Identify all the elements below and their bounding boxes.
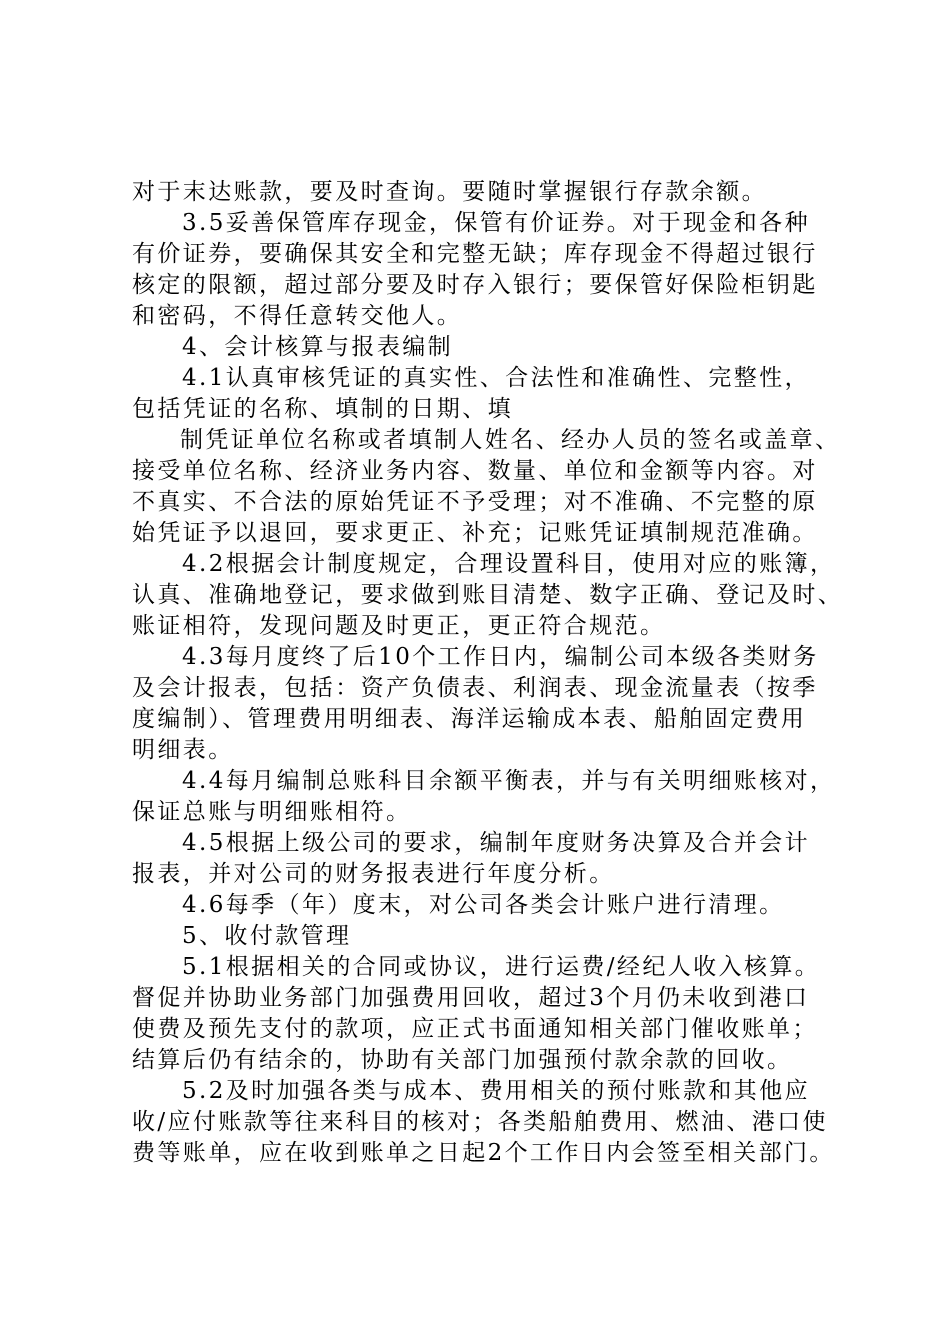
text-line: 始凭证予以退回，要求更正、补充；记账凭证填制规范准确。 xyxy=(132,520,818,546)
text-line: 核定的限额，超过部分要及时存入银行；要保管好保险柜钥匙 xyxy=(132,272,818,298)
text-line: 4.4每月编制总账科目余额平衡表，并与有关明细账核对， xyxy=(182,768,836,794)
text-line: 接受单位名称、经济业务内容、数量、单位和金额等内容。对 xyxy=(132,458,818,484)
text-line: 4.3每月度终了后10个工作日内，编制公司本级各类财务 xyxy=(182,644,819,670)
text-line: 认真、准确地登记，要求做到账目清楚、数字正确、登记及时、 xyxy=(132,582,844,608)
text-line: 有价证券，要确保其安全和完整无缺；库存现金不得超过银行 xyxy=(132,241,818,267)
section-heading: 5、收付款管理 xyxy=(182,923,352,949)
text-line: 和密码，不得任意转交他人。 xyxy=(132,303,463,329)
text-line: 5.2及时加强各类与成本、费用相关的预付账款和其他应 xyxy=(182,1078,810,1104)
text-line: 度编制）、管理费用明细表、海洋运输成本表、船舶固定费用 xyxy=(132,706,807,732)
text-line: 费等账单，应在收到账单之日起2个工作日内会签至相关部门。 xyxy=(132,1140,835,1166)
text-line: 督促并协助业务部门加强费用回收，超过3个月仍未收到港口 xyxy=(132,985,810,1011)
text-line: 收/应付账款等往来科目的核对；各类船舶费用、燃油、港口使 xyxy=(132,1109,828,1135)
text-line: 保证总账与明细账相符。 xyxy=(132,799,412,825)
text-line: 报表，并对公司的财务报表进行年度分析。 xyxy=(132,861,615,887)
text-line: 制凭证单位名称或者填制人姓名、经办人员的签名或盖章、 xyxy=(180,427,841,453)
text-line: 结算后仍有结余的，协助有关部门加强预付款余款的回收。 xyxy=(132,1047,793,1073)
text-line: 4.6每季（年）度末，对公司各类会计账户进行清理。 xyxy=(182,892,785,918)
section-heading: 4、会计核算与报表编制 xyxy=(182,334,454,360)
text-line: 3.5妥善保管库存现金，保管有价证券。对于现金和各种 xyxy=(182,210,810,236)
text-line: 对于末达账款，要及时查询。要随时掌握银行存款余额。 xyxy=(132,179,767,205)
text-line: 4.2根据会计制度规定，合理设置科目，使用对应的账簿， xyxy=(182,551,836,577)
text-line: 4.5根据上级公司的要求，编制年度财务决算及合并会计 xyxy=(182,830,810,856)
text-line: 及会计报表，包括：资产负债表、利润表、现金流量表（按季 xyxy=(132,675,818,701)
text-line: 明细表。 xyxy=(132,737,234,763)
text-line: 4.1认真审核凭证的真实性、合法性和准确性、完整性， xyxy=(182,365,810,391)
text-line: 账证相符，发现问题及时更正，更正符合规范。 xyxy=(132,613,666,639)
text-line: 使费及预先支付的款项，应正式书面通知相关部门催收账单； xyxy=(132,1016,818,1042)
text-line: 5.1根据相关的合同或协议，进行运费/经纪人收入核算。 xyxy=(182,954,821,980)
text-line: 包括凭证的名称、填制的日期、填 xyxy=(132,396,513,422)
text-line: 不真实、不合法的原始凭证不予受理；对不准确、不完整的原 xyxy=(132,489,818,515)
